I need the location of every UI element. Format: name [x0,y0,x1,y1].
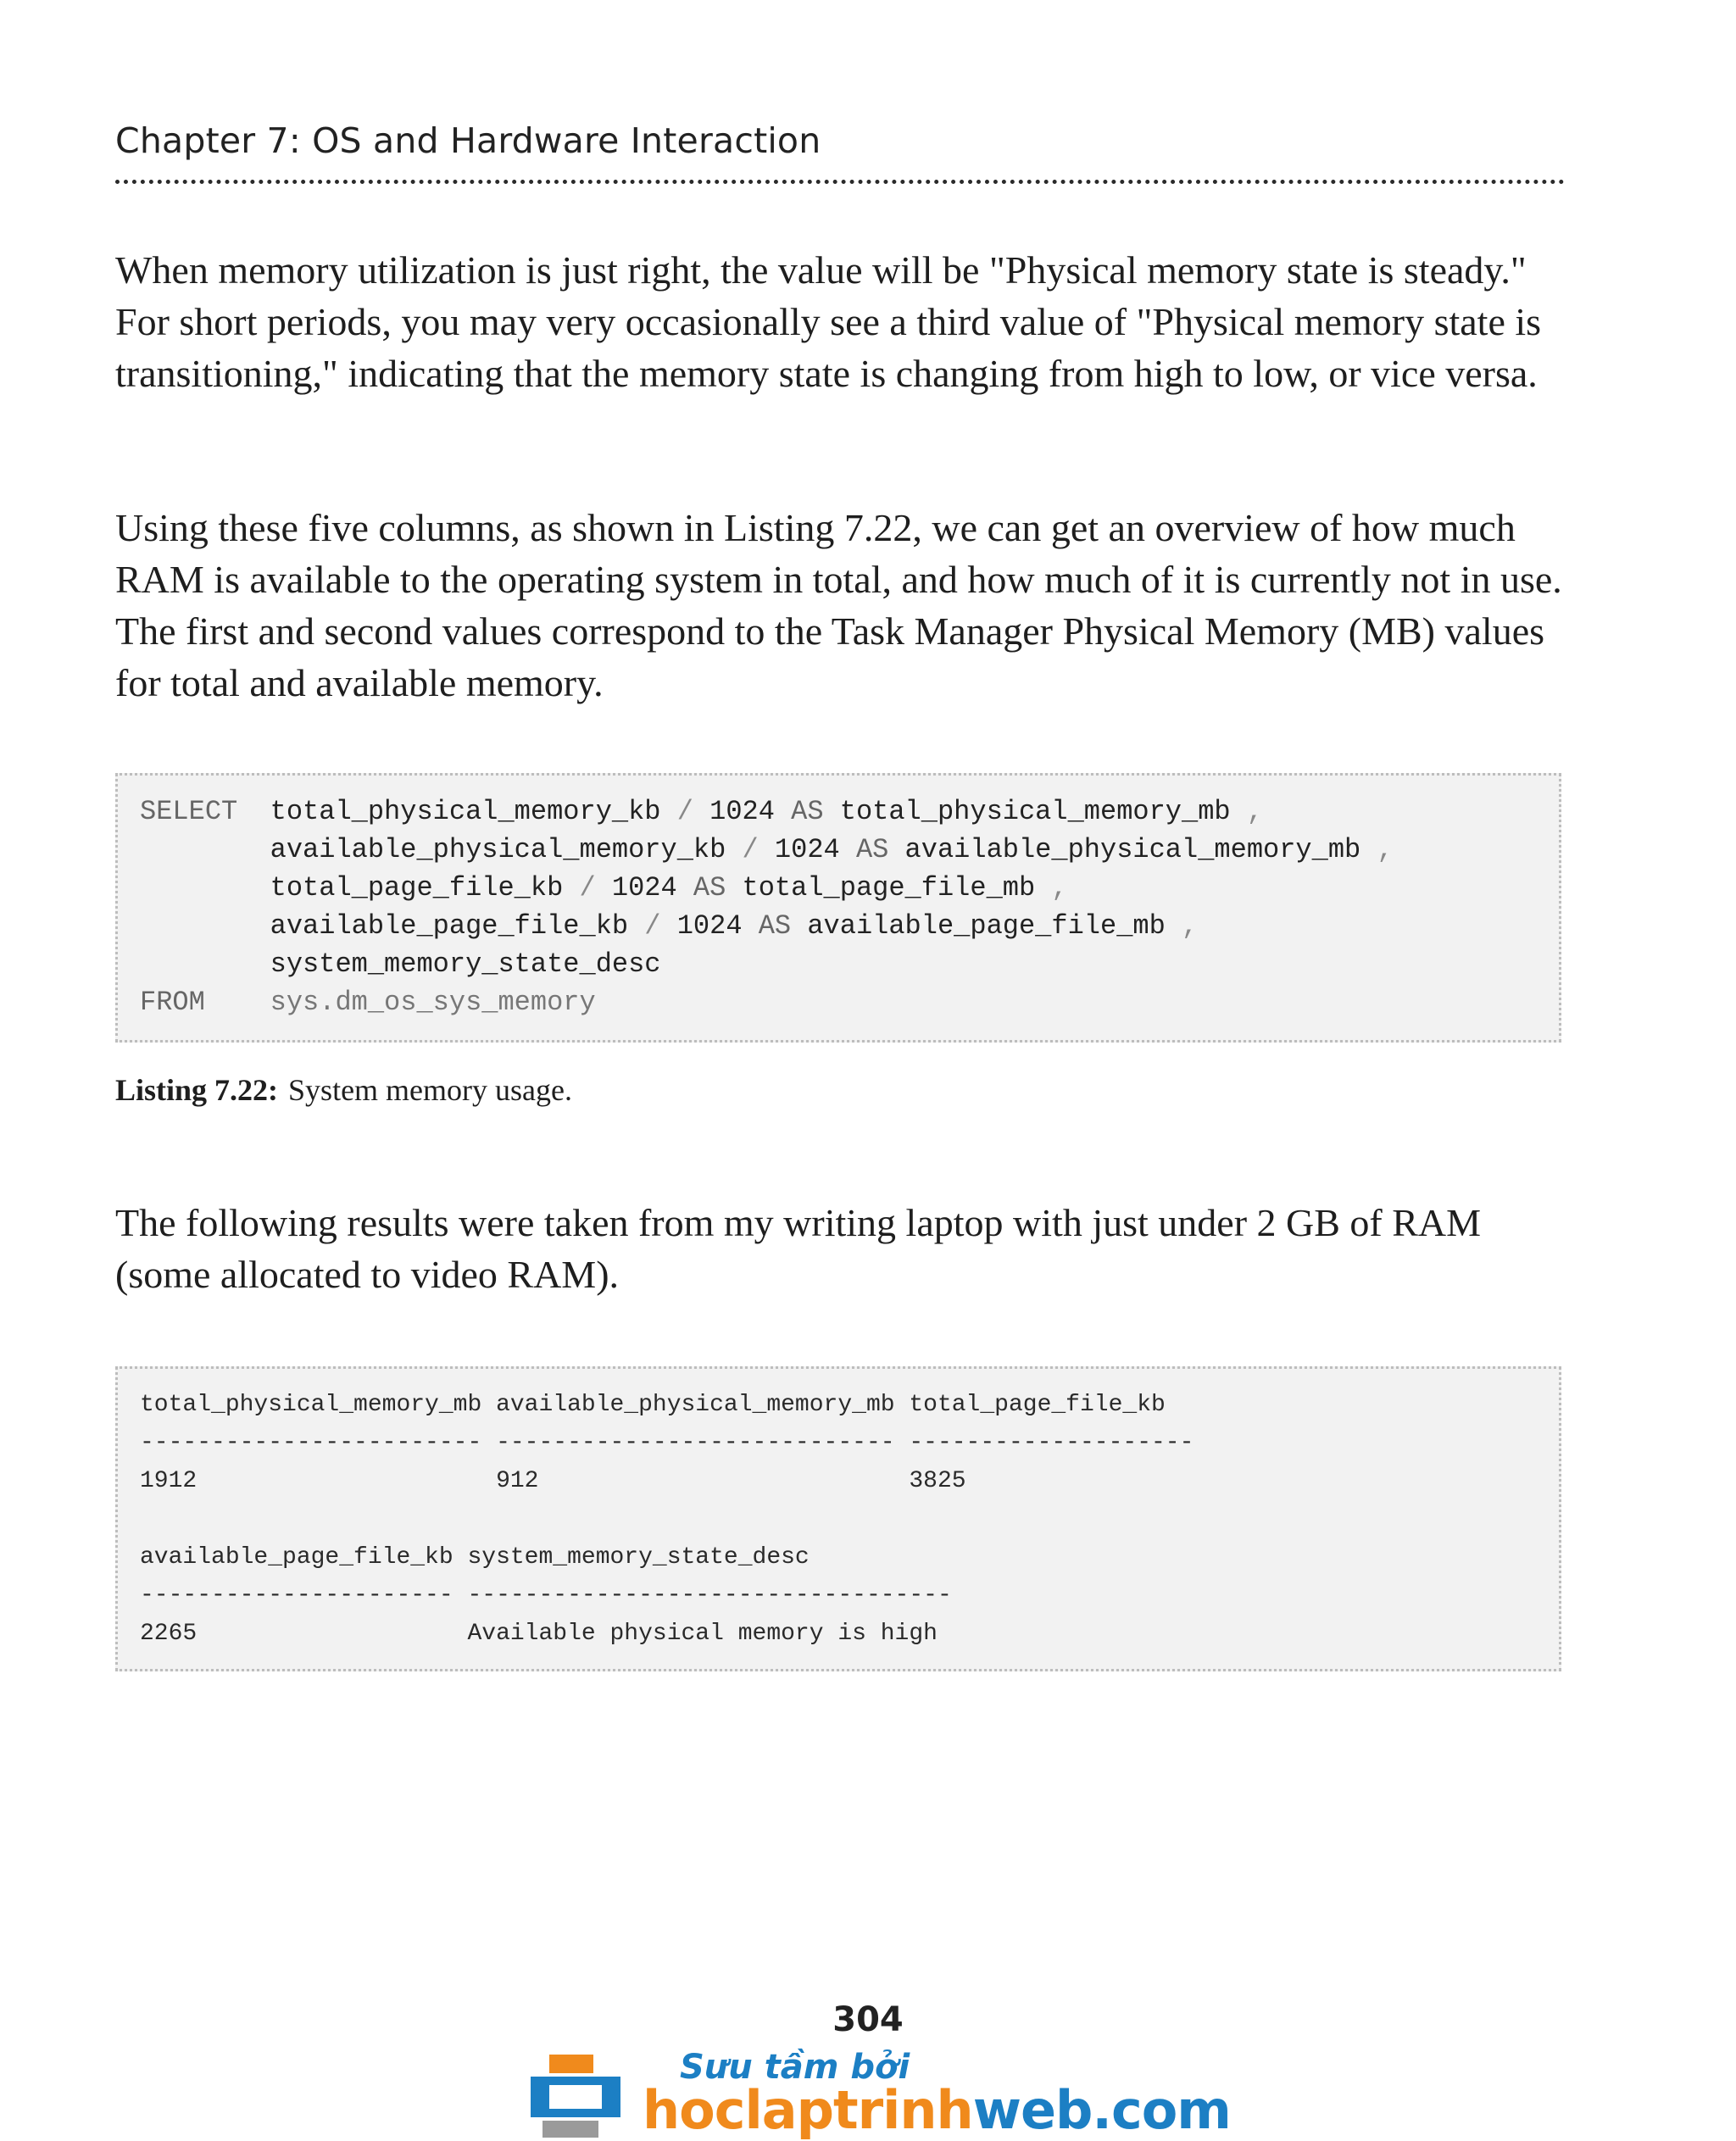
code-identifier: total_page_file_mb [742,872,1036,904]
code-line-select [140,792,1263,831]
watermark-credit: Sưu tầm bởi [680,2048,910,2087]
results-header: available_page_file_kb system_memory_state_desc [140,1544,810,1571]
code-number: 1024 [611,872,677,904]
code-comma: , [1182,910,1199,942]
code-identifier: system_memory_state_desc [270,948,661,980]
results-output [115,1366,1561,1671]
results-row: 1912 912 3825 [140,1468,966,1494]
code-operator: / [676,796,693,827]
results-rule: ---------------------- ---------------------------------- [140,1582,952,1609]
sql-keyword: AS [791,796,824,827]
code-identifier: total_physical_memory_mb [839,796,1231,827]
code-identifier: available_physical_memory_kb [270,834,726,865]
code-line [140,869,1068,907]
watermark-logo-icon [531,2055,620,2139]
body-paragraph-1: When memory utilization is just right, the value will be "Physical memory state is steady." For short periods, you may very occasionally see a third value of "Physical memory state is transitioning," indicating that the memory state is changing from high to low, or vice versa. [115,248,1542,395]
watermark-brand [643,2080,1231,2141]
code-line [140,907,1198,945]
sql-keyword: FROM [140,987,205,1018]
code-line [140,831,1394,869]
listing-caption [115,1072,572,1108]
code-line-from [140,983,596,1021]
code-table-name: sys.dm_os_sys_memory [270,987,596,1018]
watermark [531,2048,1231,2141]
code-identifier: available_physical_memory_mb [904,834,1361,865]
caption-label: Listing 7.22: [115,1073,279,1107]
code-number: 1024 [676,910,743,942]
code-number: 1024 [774,834,840,865]
watermark-brand-part: hoclaptrinh [643,2079,973,2141]
sql-keyword: AS [758,910,792,942]
results-row: 2265 Available physical memory is high [140,1621,938,1647]
results-rule: ------------------------ ---------------------------- -------------------- [140,1430,1194,1456]
chapter-header [115,114,1565,184]
code-comma: , [1246,796,1264,827]
body-paragraph-3: The following results were taken from my writing laptop with just under 2 GB of RAM (some allocated to video RAM). [115,1201,1482,1296]
code-identifier: total_physical_memory_kb [270,796,661,827]
sql-keyword: AS [855,834,889,865]
code-identifier: total_page_file_kb [270,872,564,904]
code-identifier: available_page_file_mb [807,910,1166,942]
page-number: 304 [832,2000,904,2039]
code-operator: / [742,834,759,865]
sql-keyword: AS [693,872,726,904]
code-comma: , [1051,872,1068,904]
code-operator: / [579,872,596,904]
code-line [140,945,661,983]
code-number: 1024 [709,796,775,827]
code-identifier: available_page_file_kb [270,910,629,942]
body-paragraph-2: Using these five columns, as shown in Listing 7.22, we can get an overview of how much RAM is available to the operating system in total, and how much of it is currently not in use. The first and second values correspond to the Task Manager Physical Memory (MB) values for total and available memory. [115,506,1562,704]
code-comma: , [1377,834,1394,865]
watermark-brand-part: web.com [972,2079,1231,2141]
sql-keyword: SELECT [140,796,238,827]
code-operator: / [644,910,661,942]
results-header: total_physical_memory_mb available_physical_memory_mb total_page_file_kb [140,1392,1166,1418]
chapter-title: Chapter 7: OS and Hardware Interaction [115,120,821,161]
caption-text: System memory usage. [288,1073,572,1107]
code-listing [115,773,1561,1043]
